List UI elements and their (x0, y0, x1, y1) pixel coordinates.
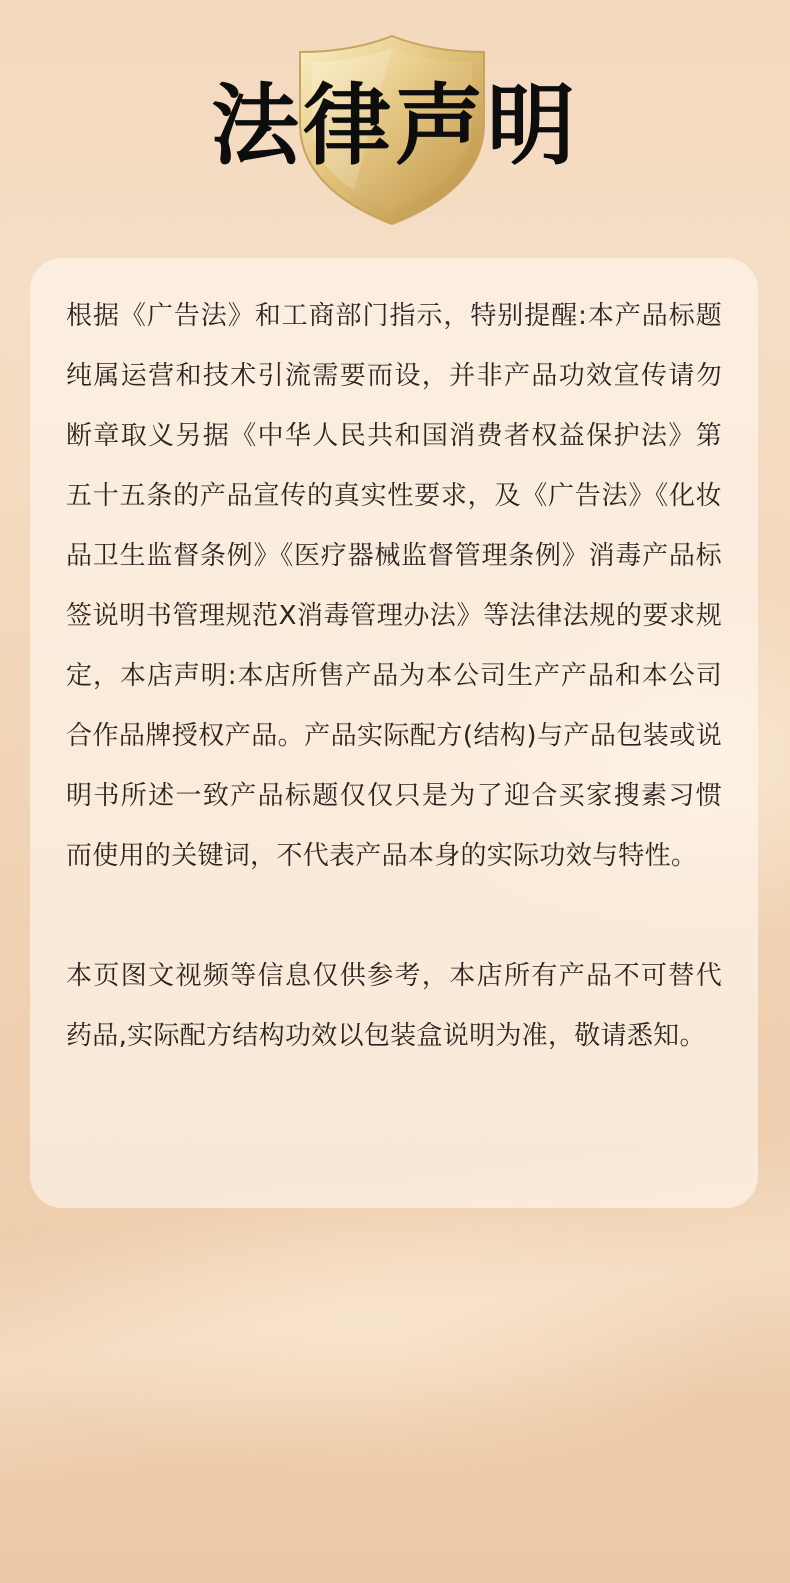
notice-card (30, 258, 758, 1208)
notice-paragraph: 根据《广告法》和工商部门指示，特别提醒:本产品标题纯属运营和技术引流需要而设，并非产品功效宣传请勿断章取义另据《中华人民共和国消费者权益保护法》第五十五条的产品宣传的真实性要求，及《广告法》《化妆品卫生监督条例》《医疗器械监督管理条例》消毒产品标签说明书管理规范X消毒管理办法》等法律法规的要求规定，本店声明:本店所售产品为本公司生产产品和本公司合作品牌授权产品。产品实际配方(结构)与产品包装或说明书所述一致产品标题仅仅只是为了迎合买家搜素习惯而使用的关键词，不代表产品本身的实际功效与特性。 (66, 301, 722, 871)
notice-paragraph: 本页图文视频等信息仅供参考，本店所有产品不可替代药品,实际配方结构功效以包装盒说明为准，敬请悉知。 (66, 961, 722, 1051)
page-title: 法律声明 (210, 74, 579, 177)
page-header (0, 20, 790, 240)
